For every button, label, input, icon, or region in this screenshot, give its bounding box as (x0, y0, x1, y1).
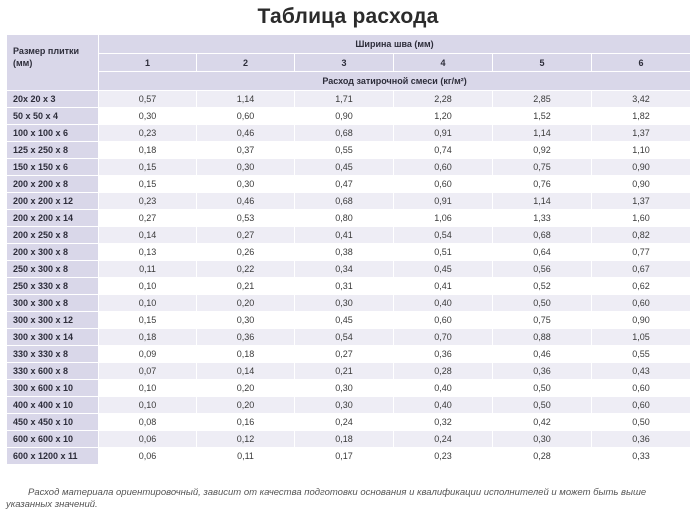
tile-size-cell: 20x 20 x 3 (7, 91, 99, 108)
consumption-value-cell: 0,15 (99, 176, 197, 193)
consumption-value-cell: 0,55 (592, 346, 691, 363)
consumption-value-cell: 1,14 (493, 125, 592, 142)
consumption-value-cell: 0,28 (394, 363, 493, 380)
consumption-value-cell: 0,60 (197, 108, 295, 125)
consumption-value-cell: 0,55 (295, 142, 394, 159)
consumption-value-cell: 0,43 (592, 363, 691, 380)
consumption-value-cell: 0,90 (592, 176, 691, 193)
consumption-value-cell: 0,50 (493, 295, 592, 312)
consumption-value-cell: 0,68 (295, 125, 394, 142)
table-row (7, 91, 691, 108)
consumption-value-cell: 0,46 (197, 193, 295, 210)
consumption-value-cell: 0,90 (295, 108, 394, 125)
consumption-value-cell: 0,15 (99, 312, 197, 329)
consumption-value-cell: 0,30 (493, 431, 592, 448)
consumption-value-cell: 0,40 (394, 295, 493, 312)
consumption-value-cell: 0,45 (295, 159, 394, 176)
consumption-value-cell: 2,85 (493, 91, 592, 108)
table-row (7, 363, 691, 380)
consumption-value-cell: 0,30 (295, 397, 394, 414)
consumption-value-cell: 0,06 (99, 448, 197, 465)
consumption-value-cell: 0,27 (197, 227, 295, 244)
tile-size-cell: 300 x 300 x 8 (7, 295, 99, 312)
consumption-value-cell: 0,40 (394, 397, 493, 414)
tile-size-cell: 200 x 200 x 8 (7, 176, 99, 193)
consumption-value-cell: 0,11 (197, 448, 295, 465)
consumption-value-cell: 0,13 (99, 244, 197, 261)
tile-size-cell: 200 x 250 x 8 (7, 227, 99, 244)
consumption-value-cell: 0,22 (197, 261, 295, 278)
consumption-value-cell: 0,20 (197, 397, 295, 414)
joint-width-column: 3 (295, 54, 394, 72)
consumption-value-cell: 0,14 (197, 363, 295, 380)
consumption-value-cell: 0,50 (493, 397, 592, 414)
table-row (7, 142, 691, 159)
joint-width-header: Ширина шва (мм) (99, 35, 691, 54)
tile-size-cell: 600 x 1200 x 11 (7, 448, 99, 465)
consumption-value-cell: 0,77 (592, 244, 691, 261)
consumption-value-cell: 0,18 (99, 142, 197, 159)
table-row (7, 448, 691, 465)
consumption-value-cell: 0,54 (295, 329, 394, 346)
consumption-value-cell: 0,62 (592, 278, 691, 295)
consumption-value-cell: 0,18 (99, 329, 197, 346)
joint-width-column: 5 (493, 54, 592, 72)
consumption-value-cell: 0,52 (493, 278, 592, 295)
consumption-value-cell: 0,38 (295, 244, 394, 261)
consumption-value-cell: 0,54 (394, 227, 493, 244)
table-row (7, 329, 691, 346)
consumption-value-cell: 0,12 (197, 431, 295, 448)
consumption-value-cell: 0,57 (99, 91, 197, 108)
consumption-value-cell: 0,60 (394, 312, 493, 329)
tile-size-cell: 50 x 50 x 4 (7, 108, 99, 125)
consumption-value-cell: 0,68 (493, 227, 592, 244)
tile-size-cell: 300 x 300 x 12 (7, 312, 99, 329)
consumption-value-cell: 0,28 (493, 448, 592, 465)
joint-width-column: 6 (592, 54, 691, 72)
consumption-value-cell: 0,23 (394, 448, 493, 465)
consumption-value-cell: 0,16 (197, 414, 295, 431)
table-row (7, 244, 691, 261)
consumption-value-cell: 1,60 (592, 210, 691, 227)
consumption-value-cell: 0,30 (197, 176, 295, 193)
table-row (7, 125, 691, 142)
consumption-value-cell: 0,76 (493, 176, 592, 193)
table-row (7, 278, 691, 295)
tile-size-cell: 330 x 330 x 8 (7, 346, 99, 363)
tile-size-cell: 300 x 600 x 10 (7, 380, 99, 397)
consumption-value-cell: 0,10 (99, 278, 197, 295)
consumption-value-cell: 0,30 (295, 295, 394, 312)
consumption-value-cell: 0,18 (295, 431, 394, 448)
consumption-value-cell: 1,82 (592, 108, 691, 125)
consumption-value-cell: 0,31 (295, 278, 394, 295)
consumption-value-cell: 0,46 (493, 346, 592, 363)
consumption-value-cell: 3,42 (592, 91, 691, 108)
consumption-value-cell: 0,36 (592, 431, 691, 448)
table-row (7, 397, 691, 414)
consumption-value-cell: 0,30 (197, 312, 295, 329)
joint-width-column: 1 (99, 54, 197, 72)
consumption-value-cell: 0,45 (295, 312, 394, 329)
consumption-value-cell: 1,14 (197, 91, 295, 108)
table-row (7, 431, 691, 448)
table-row (7, 414, 691, 431)
consumption-value-cell: 0,23 (99, 193, 197, 210)
consumption-value-cell: 0,60 (592, 295, 691, 312)
footnote: Расход материала ориентировочный, зависит от качества подготовки основания и квалификации исполнителей и может быть выше указанных значений. (6, 487, 647, 510)
table-row (7, 210, 691, 227)
consumption-value-cell: 0,17 (295, 448, 394, 465)
consumption-value-cell: 2,28 (394, 91, 493, 108)
tile-size-cell: 330 x 600 x 8 (7, 363, 99, 380)
consumption-value-cell: 0,91 (394, 193, 493, 210)
consumption-value-cell: 1,33 (493, 210, 592, 227)
consumption-value-cell: 0,10 (99, 295, 197, 312)
table-row (7, 380, 691, 397)
tile-size-cell: 200 x 300 x 8 (7, 244, 99, 261)
consumption-value-cell: 1,37 (592, 193, 691, 210)
tile-size-cell: 250 x 330 x 8 (7, 278, 99, 295)
consumption-value-cell: 0,30 (197, 159, 295, 176)
consumption-value-cell: 0,14 (99, 227, 197, 244)
consumption-value-cell: 0,30 (295, 380, 394, 397)
consumption-value-cell: 0,41 (394, 278, 493, 295)
consumption-value-cell: 0,60 (394, 159, 493, 176)
consumption-value-cell: 0,51 (394, 244, 493, 261)
consumption-value-cell: 0,64 (493, 244, 592, 261)
consumption-value-cell: 0,10 (99, 380, 197, 397)
table-row (7, 108, 691, 125)
consumption-value-cell: 0,91 (394, 125, 493, 142)
consumption-value-cell: 0,09 (99, 346, 197, 363)
consumption-header: Расход затирочной смеси (кг/м²) (99, 72, 691, 91)
consumption-value-cell: 0,24 (295, 414, 394, 431)
consumption-value-cell: 0,67 (592, 261, 691, 278)
consumption-value-cell: 0,60 (592, 380, 691, 397)
consumption-value-cell: 0,70 (394, 329, 493, 346)
tile-size-cell: 150 x 150 x 6 (7, 159, 99, 176)
consumption-value-cell: 0,88 (493, 329, 592, 346)
consumption-value-cell: 1,71 (295, 91, 394, 108)
consumption-value-cell: 0,75 (493, 159, 592, 176)
consumption-value-cell: 0,41 (295, 227, 394, 244)
table-row (7, 346, 691, 363)
tile-size-cell: 200 x 200 x 14 (7, 210, 99, 227)
consumption-value-cell: 0,34 (295, 261, 394, 278)
tile-size-cell: 300 x 300 x 14 (7, 329, 99, 346)
consumption-value-cell: 1,05 (592, 329, 691, 346)
consumption-value-cell: 0,60 (592, 397, 691, 414)
consumption-value-cell: 0,08 (99, 414, 197, 431)
consumption-value-cell: 1,52 (493, 108, 592, 125)
consumption-value-cell: 0,27 (295, 346, 394, 363)
consumption-value-cell: 0,26 (197, 244, 295, 261)
consumption-value-cell: 0,68 (295, 193, 394, 210)
consumption-value-cell: 1,06 (394, 210, 493, 227)
consumption-value-cell: 0,21 (295, 363, 394, 380)
consumption-value-cell: 0,27 (99, 210, 197, 227)
joint-width-column: 2 (197, 54, 295, 72)
consumption-value-cell: 1,37 (592, 125, 691, 142)
consumption-table (6, 34, 691, 465)
consumption-value-cell: 0,24 (394, 431, 493, 448)
consumption-value-cell: 0,21 (197, 278, 295, 295)
consumption-value-cell: 0,40 (394, 380, 493, 397)
page-title: Таблица расхода (257, 5, 439, 28)
tile-size-cell: 125 x 250 x 8 (7, 142, 99, 159)
tile-size-cell: 100 x 100 x 6 (7, 125, 99, 142)
tile-size-cell: 250 x 300 x 8 (7, 261, 99, 278)
consumption-value-cell: 0,56 (493, 261, 592, 278)
consumption-value-cell: 1,14 (493, 193, 592, 210)
consumption-value-cell: 0,50 (592, 414, 691, 431)
consumption-value-cell: 0,75 (493, 312, 592, 329)
table-row (7, 261, 691, 278)
consumption-value-cell: 0,10 (99, 397, 197, 414)
tile-size-cell: 600 x 600 x 10 (7, 431, 99, 448)
table-row (7, 159, 691, 176)
consumption-value-cell: 0,74 (394, 142, 493, 159)
tile-size-header: Размер плитки (мм) (7, 35, 99, 91)
consumption-value-cell: 0,90 (592, 159, 691, 176)
consumption-value-cell: 0,82 (592, 227, 691, 244)
consumption-value-cell: 0,18 (197, 346, 295, 363)
consumption-value-cell: 0,42 (493, 414, 592, 431)
consumption-value-cell: 0,92 (493, 142, 592, 159)
consumption-value-cell: 0,60 (394, 176, 493, 193)
consumption-value-cell: 0,47 (295, 176, 394, 193)
tile-size-cell: 450 x 450 x 10 (7, 414, 99, 431)
joint-width-column: 4 (394, 54, 493, 72)
consumption-value-cell: 0,36 (197, 329, 295, 346)
consumption-value-cell: 0,06 (99, 431, 197, 448)
consumption-value-cell: 0,90 (592, 312, 691, 329)
table-row (7, 176, 691, 193)
consumption-value-cell: 0,80 (295, 210, 394, 227)
consumption-value-cell: 1,10 (592, 142, 691, 159)
table-row (7, 193, 691, 210)
consumption-value-cell: 0,11 (99, 261, 197, 278)
consumption-value-cell: 0,20 (197, 295, 295, 312)
tile-size-cell: 200 x 200 x 12 (7, 193, 99, 210)
consumption-value-cell: 0,20 (197, 380, 295, 397)
consumption-value-cell: 0,33 (592, 448, 691, 465)
tile-size-cell: 400 x 400 x 10 (7, 397, 99, 414)
consumption-value-cell: 0,36 (493, 363, 592, 380)
consumption-value-cell: 0,32 (394, 414, 493, 431)
consumption-value-cell: 0,45 (394, 261, 493, 278)
consumption-value-cell: 0,30 (99, 108, 197, 125)
consumption-value-cell: 0,23 (99, 125, 197, 142)
consumption-value-cell: 1,20 (394, 108, 493, 125)
table-row (7, 312, 691, 329)
consumption-value-cell: 0,07 (99, 363, 197, 380)
consumption-value-cell: 0,46 (197, 125, 295, 142)
consumption-value-cell: 0,36 (394, 346, 493, 363)
table-row (7, 227, 691, 244)
consumption-value-cell: 0,50 (493, 380, 592, 397)
table-row (7, 295, 691, 312)
consumption-value-cell: 0,53 (197, 210, 295, 227)
consumption-value-cell: 0,37 (197, 142, 295, 159)
consumption-value-cell: 0,15 (99, 159, 197, 176)
